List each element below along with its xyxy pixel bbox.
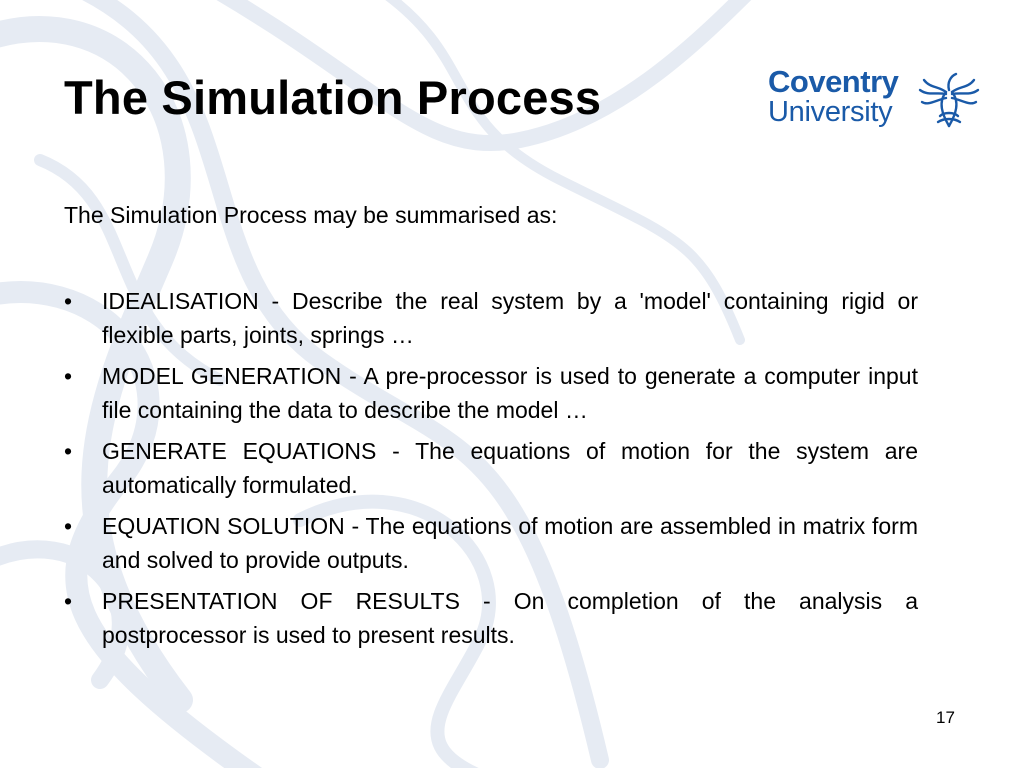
logo-line2: University (768, 96, 893, 128)
logo-wordmark (768, 66, 898, 127)
list-item (64, 359, 918, 427)
intro-text: The Simulation Process may be summarised as: (64, 202, 558, 228)
list-item (64, 434, 918, 502)
logo-line1: Coventry (768, 64, 899, 99)
bullet-icon: • (64, 588, 73, 614)
bullet-text: MODEL GENERATION - A pre-processor is used to generate a computer input file containing the data to describe the model … (102, 363, 918, 423)
bullet-icon: • (64, 288, 73, 314)
bullet-text: EQUATION SOLUTION - The equations of motion are assembled in matrix form and solved to provide outputs. (102, 513, 918, 573)
bullet-text: IDEALISATION - Describe the real system by a 'model' containing rigid or flexible parts, joints, springs … (102, 288, 918, 348)
bullet-list (64, 284, 918, 659)
page-number: 17 (936, 708, 955, 727)
bullet-icon: • (64, 363, 73, 389)
bullet-text: PRESENTATION OF RESULTS - On completion of the analysis a postprocessor is used to present results. (102, 588, 918, 648)
bullet-text: GENERATE EQUATIONS - The equations of motion for the system are automatically formulated. (102, 438, 918, 498)
list-item (64, 284, 918, 352)
list-item (64, 509, 918, 577)
bullet-icon: • (64, 438, 73, 464)
slide-title: The Simulation Process (64, 71, 602, 124)
coventry-university-logo (768, 66, 988, 136)
phoenix-icon (916, 68, 982, 132)
bullet-icon: • (64, 513, 73, 539)
list-item (64, 584, 918, 652)
